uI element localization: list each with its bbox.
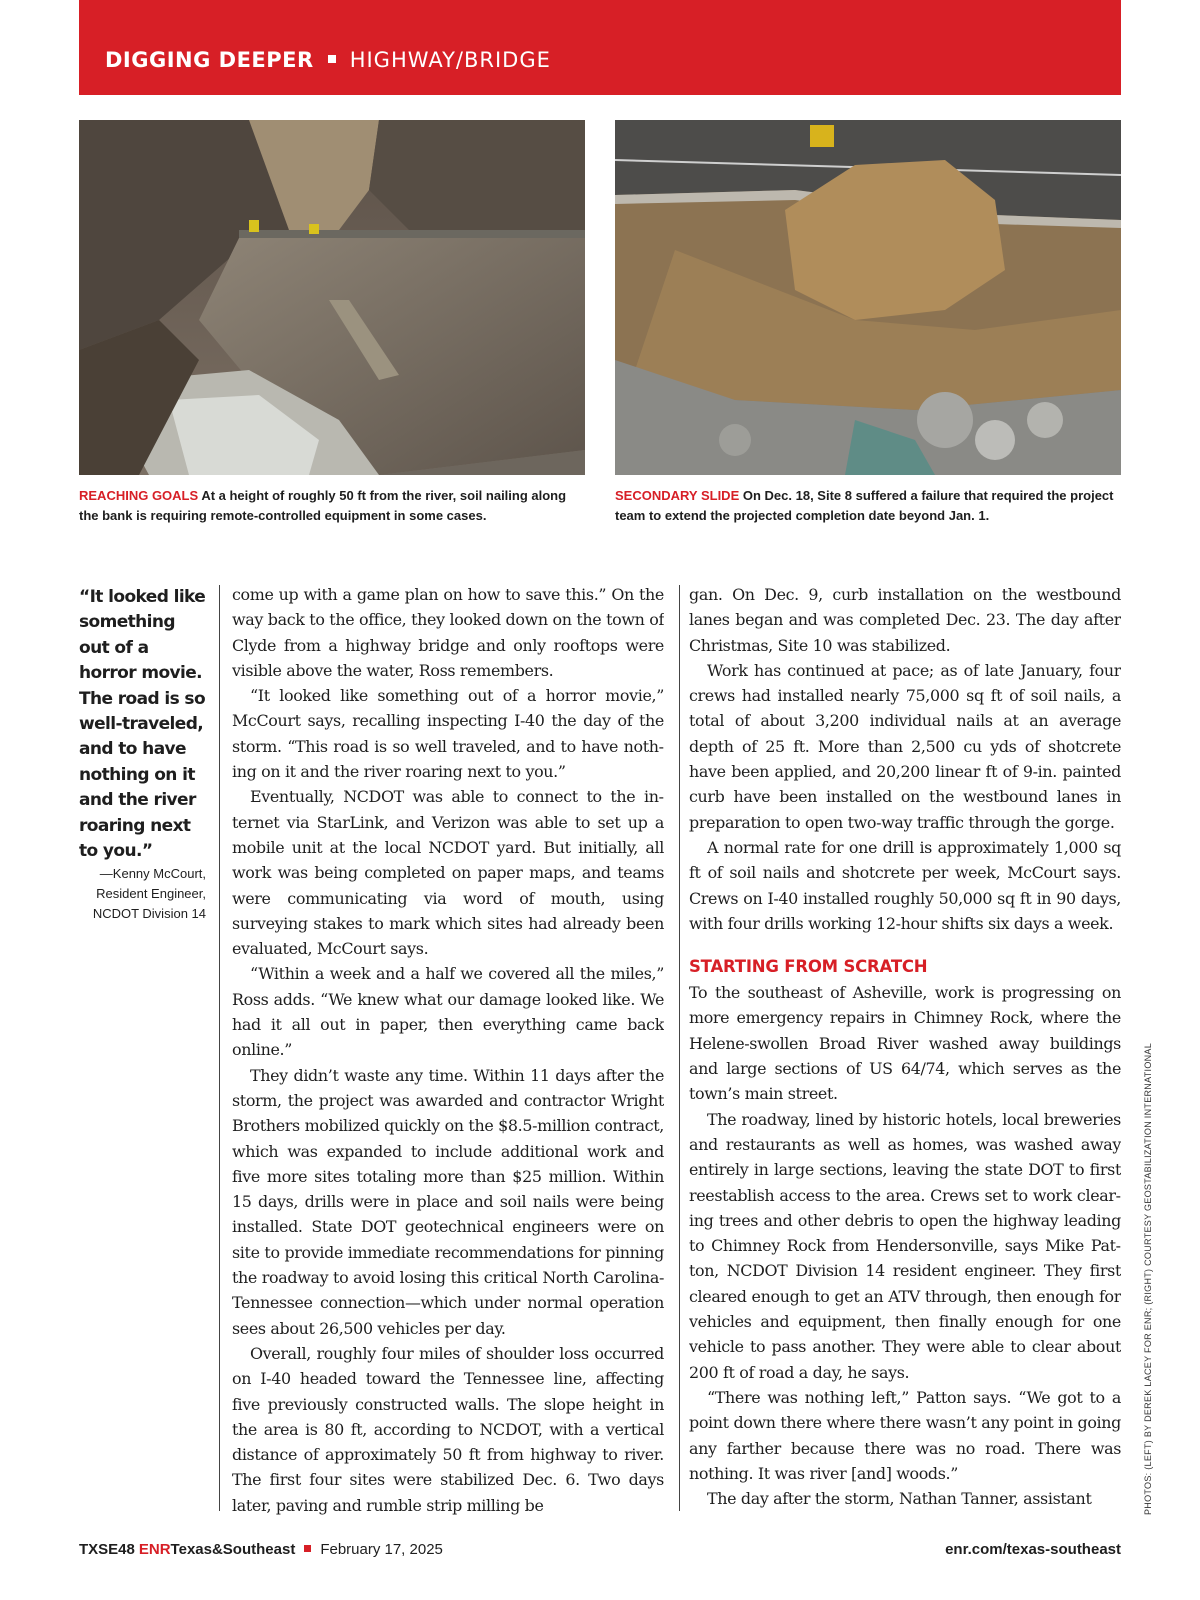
article-paragraph: gan. On Dec. 9, curb installation on the westbound lanes began and was completed Dec. 23. The day after Christmas, Site 10 was stabilized. (689, 585, 1121, 655)
article-paragraph: Eventually, NCDOT was able to connect to the internet via StarLink, and Verizon was able to set up a mobile unit at the local NCDOT yard. But initially, all work was being completed on paper maps, and teams were communicating via word of mouth, using surveying stakes to mark which sites had already been evaluated, McCourt says. (232, 787, 664, 959)
footer-url[interactable]: enr.com/texas-southeast (945, 1541, 1121, 1558)
banner-text (105, 48, 551, 72)
photo-caption-left (79, 486, 585, 526)
caption-kicker: SECONDARY SLIDE (615, 488, 740, 503)
photo-credit: PHOTOS: (LEFT) BY DEREK LACEY FOR ENR; (RIGHT) COURTESY GEOSTABILIZATION INTERNATIONAL (1143, 1042, 1153, 1515)
article-paragraph: Work has continued at pace; as of late January, four crews had installed nearly 75,000 sq ft of soil nails, a total of about 3,200 individual nails at an average depth of 25 ft. More than 2,500 cu yds of shotcrete have been applied, and 20,200 linear ft of 9-in. painted curb have been installed on the westbound lanes in preparation to open two-way traffic through the gorge. (689, 660, 1121, 832)
caption-kicker: REACHING GOALS (79, 488, 199, 503)
page-number: TXSE48 (79, 1541, 135, 1558)
column-divider (679, 585, 680, 1511)
article-paragraph: Overall, roughly four miles of shoulder loss occurred on I-40 headed toward the Tennessee line, affecting five previously constructed walls. The slope height in the area is 80 ft, according to NCDOT, with a vertical distance of approximately 50 ft from highway to river. The first four sites were stabilized Dec. 6. Two days later, paving and rumble strip milling be (232, 1343, 664, 1515)
article-paragraph: “It looked like something out of a horror movie,” McCourt says, recalling inspecting I-40 the day of the storm. “This road is so well traveled, and to have nothing on it and the river roaring next to you.” (232, 686, 664, 782)
caption-text: At a height of roughly 50 ft from the river, soil nailing along the bank is requiring remote-controlled equipment in some cases. (79, 488, 567, 523)
river-gorge-image (79, 120, 585, 475)
section-topic: HIGHWAY/BRIDGE (349, 48, 551, 72)
article-paragraph: “There was nothing left,” Patton says. “We got to a point down there where there wasn’t any point in going any farther because there was no road. There was nothing. It was river [and] woods.” (689, 1387, 1121, 1483)
photo-caption-right (615, 486, 1121, 526)
article-paragraph: To the southeast of Asheville, work is progressing on more emergency repairs in Chimney Rock, where the Helene-swollen Broad River washed away buildings and large sections of US 64/74, which serves as the town’s main street. (689, 983, 1121, 1104)
photo-aerial-slide (615, 120, 1121, 475)
section-banner (79, 0, 1121, 95)
footer-folio (79, 1540, 443, 1560)
article-paragraph: A normal rate for one drill is approximately 1,000 sq ft of soil nails and shotcrete per week, McCourt says. Crews on I-40 installed roughly 50,000 sq ft in 90 days, with four drills working 12-hour shifts six days a week. (689, 837, 1121, 933)
article-paragraph: come up with a game plan on how to save this.” On the way back to the office, they looked down on the town of Clyde from a highway bridge and only rooftops were visible above the water, Ross remembers. (232, 585, 664, 680)
article-paragraph: The day after the storm, Nathan Tanner, assistant (707, 1489, 1092, 1509)
caption-text: On Dec. 18, Site 8 suffered a failure that required the project team to extend the projected completion date beyond Jan. 1. (615, 488, 1114, 523)
edition-name: Texas&Southeast (170, 1541, 296, 1558)
attribution-title: Resident Engineer, (96, 886, 206, 901)
article-column-right (689, 582, 1121, 1517)
attribution-org: NCDOT Division 14 (92, 906, 206, 921)
aerial-slide-image (615, 120, 1121, 475)
pull-quote: “It looked like something out of a horror movie. The road is so well-traveled, and to have nothing on it and the river roaring next to you.” (79, 587, 206, 862)
article-paragraph: They didn’t waste any time. Within 11 days after the storm, the project was awarded and contractor Wright Brothers mobilized quickly on the $8.5-million contract, which was expanded to include additional work and five more sites totaling more than $25 million. Within 15 days, drills were in place and soil nails were being installed. State DOT geotechnical engineers were on site to provide immediate recommendations for pinning the roadway to avoid losing this critical North Carolina-Tennessee connection—which under normal operation sees about 26,500 vehicles per day. (232, 1065, 664, 1338)
article-column-middle (232, 582, 664, 1517)
photo-river-gorge (79, 120, 585, 475)
square-bullet-icon (328, 55, 336, 63)
issue-date: February 17, 2025 (320, 1541, 443, 1558)
section-kicker: DIGGING DEEPER (105, 48, 314, 72)
section-subhead: STARTING FROM SCRATCH (689, 957, 928, 977)
pull-quote-attribution (79, 864, 206, 924)
article-paragraph: The roadway, lined by historic hotels, local breweries and restaurants as well as homes, was washed away entirely in large sections, leaving the state DOT to first reestablish access to the area. Crews set to work clearing trees and other debris to open the highway leading to Chimney Rock from Hendersonville, says Mike Patton, NCDOT Division 14 resident engineer. They first cleared enough to get an ATV through, then enough for vehicles and equipment, then finally enough for one vehicle to pass another. They were able to clear about 200 ft of road a day, he says. (689, 1109, 1121, 1382)
attribution-name: —Kenny McCourt, (99, 866, 206, 881)
brand-logo: ENR (138, 1541, 171, 1558)
column-divider (219, 585, 220, 1511)
square-bullet-icon (304, 1545, 311, 1552)
article-paragraph: “Within a week and a half we covered all the miles,” Ross adds. “We knew what our damage looked like. We had it all out in paper, then everything came back online.” (232, 964, 664, 1060)
